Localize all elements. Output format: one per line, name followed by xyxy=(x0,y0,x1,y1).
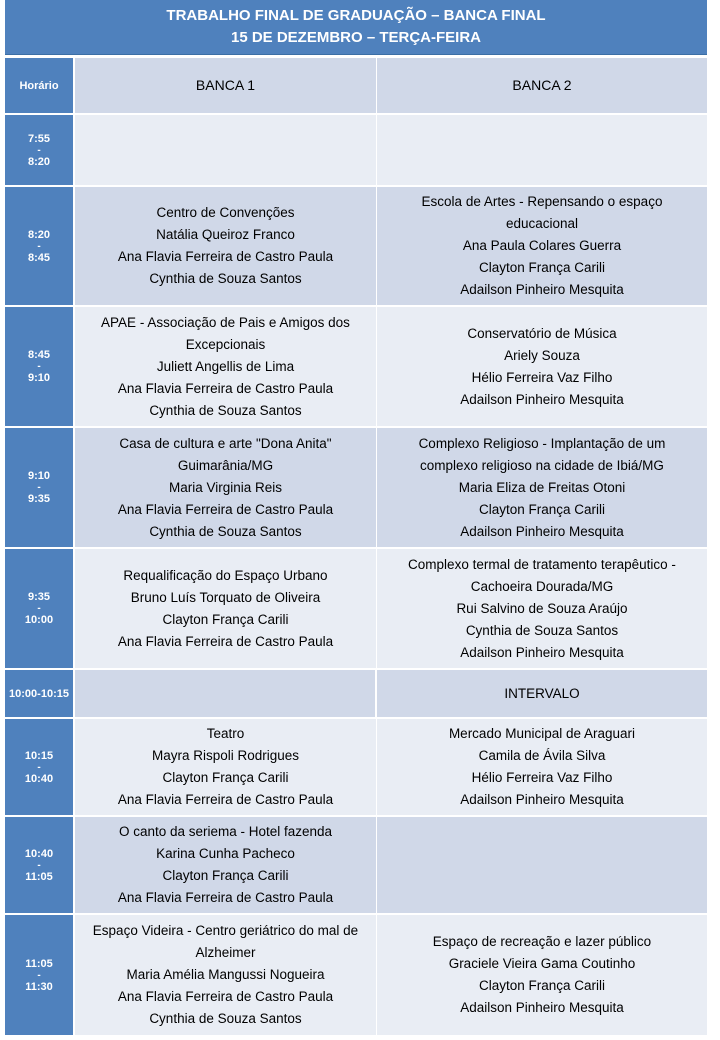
banca2-line: Hélio Ferreira Vaz Filho xyxy=(471,770,613,785)
banca2-cell xyxy=(377,549,707,670)
banca1-line: Cynthia de Souza Santos xyxy=(149,1011,302,1026)
banca2-line: INTERVALO xyxy=(504,685,580,701)
banca2-line: Conservatório de Música xyxy=(467,325,617,341)
banca1-line: Ana Flavia Ferreira de Castro Paula xyxy=(117,633,334,649)
schedule-row xyxy=(5,307,707,428)
schedule-row xyxy=(5,817,707,915)
column-header-time: Horário xyxy=(5,58,75,115)
schedule-table xyxy=(5,58,707,1037)
banca1-line: Excepcionais xyxy=(185,336,266,352)
banca2-cell xyxy=(377,817,707,915)
schedule-row xyxy=(5,549,707,670)
time-separator: - xyxy=(37,144,41,156)
time-end: 10:40 xyxy=(24,772,54,785)
time-start: 9:35 xyxy=(27,591,51,603)
banca2-cell xyxy=(377,719,707,817)
banca1-line: Centro de Convenções xyxy=(156,205,295,220)
time-end: 11:30 xyxy=(25,980,53,993)
banca1-line: Alzheimer xyxy=(195,945,256,960)
time-end: 10:00 xyxy=(24,614,54,626)
time-end: 8:45 xyxy=(27,251,51,264)
banca2-cell xyxy=(377,915,707,1037)
banca1-line: Ana Flavia Ferreira de Castro Paula xyxy=(117,890,334,905)
banca2-line: Complexo Religioso - Implantação de um xyxy=(418,435,666,451)
banca2-line: Adailson Pinheiro Mesquita xyxy=(460,1000,624,1015)
banca2-cell xyxy=(377,428,707,549)
time-slot xyxy=(5,915,75,1037)
header-title: TRABALHO FINAL DE GRADUAÇÃO – BANCA FINAL xyxy=(166,7,546,24)
schedule-row xyxy=(5,719,707,817)
banca2-line: Adailson Pinheiro Mesquita xyxy=(460,282,624,297)
banca2-line: Ariely Souza xyxy=(504,347,580,363)
banca1-line: Ana Flavia Ferreira de Castro Paula xyxy=(117,989,334,1004)
banca2-cell xyxy=(377,187,707,307)
banca1-line: Karina Cunha Pacheco xyxy=(156,846,295,861)
banca1-line: Maria Amélia Mangussi Nogueira xyxy=(126,967,325,982)
time-start: 8:20 xyxy=(27,228,51,241)
time-separator: - xyxy=(37,240,41,252)
column-header-row xyxy=(5,58,707,115)
banca1-line: Ana Flavia Ferreira de Castro Paula xyxy=(117,380,334,396)
banca1-line: Natália Queiroz Franco xyxy=(156,227,295,242)
schedule-row xyxy=(5,915,707,1037)
banca1-line: APAE - Associação de Pais e Amigos dos xyxy=(101,314,350,330)
banca1-line: Ana Flavia Ferreira de Castro Paula xyxy=(117,501,334,517)
column-header-banca2: BANCA 2 xyxy=(377,58,707,115)
banca1-line: Guimarânia/MG xyxy=(177,457,274,473)
banca2-line: Hélio Ferreira Vaz Filho xyxy=(471,369,613,385)
banca1-cell xyxy=(75,115,377,187)
banca1-cell xyxy=(75,307,377,428)
banca2-line: Clayton França Carili xyxy=(478,501,606,517)
banca2-cell xyxy=(377,670,707,719)
time-start: 10:40 xyxy=(24,847,54,860)
banca1-line: Clayton França Carili xyxy=(162,611,289,627)
schedule-row xyxy=(5,428,707,549)
banca2-cell xyxy=(377,115,707,187)
time-slot xyxy=(5,817,75,915)
banca2-line: Complexo termal de tratamento terapêutico - xyxy=(408,556,676,572)
time-separator: - xyxy=(37,361,41,372)
time-start: 10:15 xyxy=(24,749,54,762)
banca1-line: Ana Flavia Ferreira de Castro Paula xyxy=(117,792,334,807)
banca1-line: Espaço Videira - Centro geriátrico do mal de xyxy=(92,923,359,938)
banca2-cell xyxy=(377,307,707,428)
banca2-line: Adailson Pinheiro Mesquita xyxy=(460,523,624,539)
banca2-line: Mercado Municipal de Araguari xyxy=(448,726,636,741)
banca2-line: Espaço de recreação e lazer público xyxy=(432,934,652,949)
banca1-line: Clayton França Carili xyxy=(162,770,289,785)
banca2-line: complexo religioso na cidade de Ibiá/MG xyxy=(420,457,664,473)
time-separator: - xyxy=(37,603,41,614)
banca2-line: Ana Paula Colares Guerra xyxy=(462,238,622,253)
time-slot xyxy=(5,670,75,719)
schedule-page xyxy=(5,0,707,1037)
column-header-banca1: BANCA 1 xyxy=(75,58,377,115)
banca2-line: Clayton França Carili xyxy=(478,978,606,993)
banca1-cell xyxy=(75,428,377,549)
time-end: 9:35 xyxy=(27,493,51,505)
banca1-line: Cynthia de Souza Santos xyxy=(149,523,302,539)
time-start: 8:45 xyxy=(27,349,51,361)
banca1-cell xyxy=(75,817,377,915)
schedule-row xyxy=(5,187,707,307)
banca2-line: Graciele Vieira Gama Coutinho xyxy=(448,956,636,971)
banca1-line: Clayton França Carili xyxy=(162,868,289,883)
banca1-cell xyxy=(75,915,377,1037)
time-slot xyxy=(5,115,75,187)
banca1-cell xyxy=(75,549,377,670)
banca1-line: Cynthia de Souza Santos xyxy=(149,271,302,286)
time-slot xyxy=(5,187,75,307)
banca1-line: O canto da seriema - Hotel fazenda xyxy=(118,824,333,839)
time-separator: - xyxy=(37,761,41,773)
schedule-row xyxy=(5,670,707,719)
time-separator: - xyxy=(37,482,41,493)
banca1-line: Mayra Rispoli Rodrigues xyxy=(151,748,300,763)
banca2-line: Adailson Pinheiro Mesquita xyxy=(460,792,624,807)
time-slot xyxy=(5,307,75,428)
banca2-line: Escola de Artes - Repensando o espaço xyxy=(421,194,663,209)
time-separator: - xyxy=(37,969,41,981)
time-slot xyxy=(5,428,75,549)
time-slot xyxy=(5,719,75,817)
time-start: 11:05 xyxy=(25,957,53,970)
time-start: 7:55 xyxy=(27,132,51,145)
banca1-line: Teatro xyxy=(206,726,245,741)
banca1-line: Cynthia de Souza Santos xyxy=(149,402,302,418)
time-end: 9:10 xyxy=(27,372,51,384)
banca1-cell xyxy=(75,670,377,719)
banca1-line: Ana Flavia Ferreira de Castro Paula xyxy=(117,249,334,264)
banca2-line: Rui Salvino de Souza Araújo xyxy=(456,600,628,616)
time-start: 10:00-10:15 xyxy=(9,687,69,700)
schedule-header xyxy=(5,0,707,55)
time-start: 9:10 xyxy=(27,470,51,482)
banca1-line: Juliett Angellis de Lima xyxy=(156,358,295,374)
banca2-line: Camila de Ávila Silva xyxy=(478,748,606,763)
header-date: 15 DE DEZEMBRO – TERÇA-FEIRA xyxy=(230,29,482,46)
banca1-cell xyxy=(75,719,377,817)
banca2-line: Clayton França Carili xyxy=(478,260,606,275)
banca2-line: Cachoeira Dourada/MG xyxy=(470,578,614,594)
banca1-line: Requalificação do Espaço Urbano xyxy=(123,567,328,583)
banca1-line: Bruno Luís Torquato de Oliveira xyxy=(130,589,321,605)
schedule-row xyxy=(5,115,707,187)
banca1-cell xyxy=(75,187,377,307)
time-separator: - xyxy=(37,859,41,871)
time-end: 8:20 xyxy=(27,155,51,168)
banca2-line: educacional xyxy=(505,216,579,231)
banca1-line: Casa de cultura e arte "Dona Anita" xyxy=(119,435,332,451)
banca2-line: Adailson Pinheiro Mesquita xyxy=(460,391,624,407)
time-slot xyxy=(5,549,75,670)
banca1-line: Maria Virginia Reis xyxy=(168,479,283,495)
banca2-line: Maria Eliza de Freitas Otoni xyxy=(458,479,626,495)
time-end: 11:05 xyxy=(25,870,53,883)
banca2-line: Cynthia de Souza Santos xyxy=(465,622,619,638)
banca2-line: Adailson Pinheiro Mesquita xyxy=(460,644,624,660)
